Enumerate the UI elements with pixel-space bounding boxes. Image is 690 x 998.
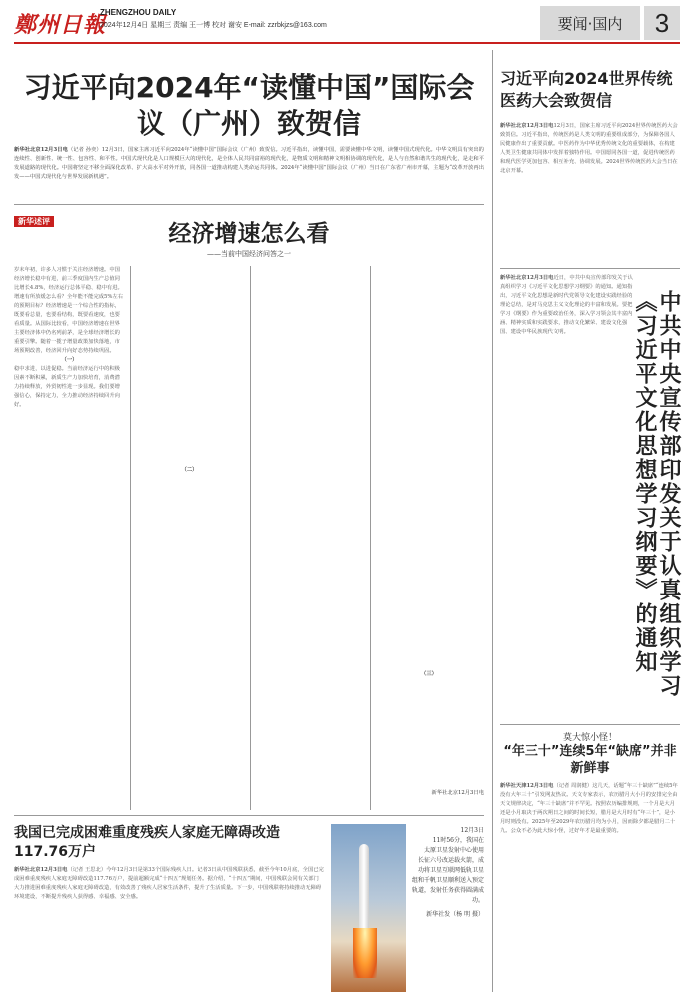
masthead-rule — [14, 42, 680, 44]
section-one: （一） — [61, 357, 78, 363]
lead-headline: 习近平向2024年“读懂中国”国际会议（广州）致贺信 — [23, 71, 475, 140]
column-rule — [492, 50, 493, 992]
column-rule — [250, 266, 251, 810]
medicine-headline: 习近平向2024世界传统医药大会致贺信 — [500, 69, 673, 110]
caption-line: 组和千帆卫星顺利送入预定 — [411, 877, 484, 884]
new-year-dateline: 新华社天津12月3日电 — [500, 783, 554, 789]
divider — [500, 268, 680, 269]
caption-line: 轨道，发射任务获得圆满成功。 — [411, 887, 484, 904]
feature-body-col2 — [134, 266, 245, 810]
lead-dateline: 新华社北京12月3日电 — [14, 147, 68, 153]
new-year-body — [500, 782, 680, 992]
commentary-tag: 新华述评 — [14, 216, 54, 227]
feature-body-col3 — [254, 266, 365, 810]
medicine-text: 12月3日，国家主席习近平向2024世界传统医药大会致贺信。习近平指出，传统医药是人类文明的重要组成部分，为保障各国人民健康作出了重要贡献。中医药作为中华优秀传统文化的重要载体，在构建人类卫生健康共同体中发挥着独特作用。中国愿同各国一道，促进传统医药和现代医学更加包容、相互补充、协调发展。2024世界传统医药大会当日在北京开幕。 — [500, 123, 678, 174]
photo-credit: 新华社发（杨 明 摄） — [426, 911, 484, 918]
photo-caption — [410, 826, 484, 992]
new-year-kicker: 莫大惊小怪！ — [562, 733, 617, 743]
caption-line: 太原卫星发射中心使用 — [423, 847, 484, 854]
disability-text: （记者 王思北）今年12月3日是第33个国际残疾人日。记者3日从中国残联获悉，截至今年10月底，全国已完成困难重度残疾人家庭无障碍改造117.76万户，提前超额完成“十四五”规划任务。据介绍，“十四五”期间，中国残联会同有关部门大力推进困难重度残疾人家庭无障碍改造，有效改善了残疾人居家生活条件，提升了生活质量。下一步，中国残联将持续推动无障碍环境建设，不断提升残疾人获得感、幸福感、安全感。 — [14, 867, 324, 900]
feature-text: 岁末年初，许多人习惯于关注经济增速。中国经济增长稳中有进，前三季度国内生产总值同比增长4.8%，经济运行总体平稳、稳中有进。增速有所放缓怎么看？全年能不能完成5%左右的预期目标？经济增速是一个综合性的指标，既要看总量，也要看结构，既要看速度，也要看质量。从国际比较看，中国经济增速在世界主要经济体中仍名列前茅，是全球经济增长的重要引擎。随着一揽子增量政策加快落地，市场预期改善，经济回升向好态势持续巩固。 — [14, 267, 124, 354]
medicine-dateline: 新华社北京12月3日电 — [500, 123, 554, 129]
new-year-text: （记者 周润健）这几天，话题“年三十缺席”“连续5年没有大年三十”引发网友热议。天文专家表示，农历腊月大小月的安排完全由天文规律决定，“年三十缺席”并不罕见。按照农历编排规则，一个月是大月还是小月取决于两次朔日之间的时间长短，腊月是大月时有“年三十”，是小月时则没有。2025年至2029年农历腊月均为小月，因而除夕都是腊月二十九。公众不必为此大惊小怪，过好年才是最重要的。 — [500, 783, 678, 834]
newspaper-logo: 鄭州日報 — [14, 12, 107, 38]
section-two: （二） — [181, 467, 198, 473]
column-rule — [130, 266, 131, 810]
divider — [14, 204, 484, 205]
column-rule — [370, 266, 371, 810]
disability-dateline: 新华社北京12月3日电 — [14, 867, 68, 873]
lead-intro: （记者 孙奕）12月3日，国家主席习近平向2024年“读懂中国”国际会议（广州）致贺信。 — [67, 147, 281, 153]
feature-body-col4 — [374, 266, 484, 810]
rocket-flame — [353, 928, 377, 978]
caption-line: 长征六号改运载火箭，成 — [417, 857, 484, 864]
feature-headline: 经济增速怎么看 — [168, 221, 330, 247]
rocket-launch-photo — [331, 824, 406, 992]
disability-body — [14, 866, 324, 992]
disability-headline: 我国已完成困难重度残疾人家庭无障碍改造117.76万户 — [14, 825, 280, 860]
section-label: 要闻·国内 — [540, 6, 640, 40]
new-year-headline: “年三十”连续5年“缺席”并非新鲜事 — [503, 744, 677, 776]
feature-body-col1 — [14, 266, 125, 810]
feature-text-cont: 稳中求进，以进促稳。当前经济运行中的积极因素不断积累，新质生产力加快培育，消费潜力持续释放，外贸韧性进一步显现。我们要增强信心，保持定力，全力推动经济持续回升向好。 — [14, 366, 120, 408]
propaganda-headline: 中共中央宣传部印发关于认真组织学习《习近平文化思想学习纲要》的通知 — [632, 290, 681, 698]
rocket-illustration — [359, 844, 369, 929]
caption-line: 功将卫星互联网低轨卫星 — [417, 867, 484, 874]
feature-subtitle: ——当前中国经济问答之一 — [207, 250, 291, 258]
medicine-body — [500, 122, 680, 264]
lead-body — [14, 146, 484, 200]
page-number: 3 — [644, 6, 680, 40]
masthead-info: 2024年12月4日 星期三 责编 王一博 校对 谢安 E-mail: zzrbkjzs@163.com — [100, 22, 327, 29]
caption-line: 12月3日 — [460, 827, 484, 834]
feature-signoff: 新华社北京12月3日电 — [431, 790, 484, 796]
divider — [500, 724, 680, 725]
divider — [14, 815, 484, 816]
masthead-english: ZHENGZHOU DAILY — [100, 8, 177, 17]
propaganda-body — [500, 274, 635, 718]
caption-line: 11时56分，我国在 — [432, 837, 484, 844]
propaganda-text: 近日，中共中央宣传部印发关于认真组织学习《习近平文化思想学习纲要》的通知。通知指出，习近平文化思想是新时代党领导文化建设实践经验的理论总结，是对马克思主义文化理论的丰富和发展。要把学习《纲要》作为重要政治任务，深入学习领会其丰富内涵、精神实质和实践要求，推动文化繁荣、建设文化强国、建设中华民族现代文明。 — [500, 275, 633, 335]
propaganda-dateline: 新华社北京12月3日电 — [500, 275, 554, 281]
lead-text: 习近平指出，读懂中国，需要读懂中华文明，读懂中国式现代化。中华文明具有突出的连续性、创新性、统一性、包容性、和平性。中国式现代化是人口规模巨大的现代化，是全体人民共同富裕的现代化，是物质文明和精神文明相协调的现代化，是人与自然和谐共生的现代化，是走和平发展道路的现代化。中国将坚定不移全面深化改革、扩大高水平对外开放，同各国一道推动构建人类命运共同体。2024年“读懂中国”国际会议（广州）当日在广东省广州市开幕，主题为“改革开放再出发——中国式现代化与世界发展新机遇”。 — [14, 147, 484, 180]
section-three: （三） — [421, 671, 437, 677]
